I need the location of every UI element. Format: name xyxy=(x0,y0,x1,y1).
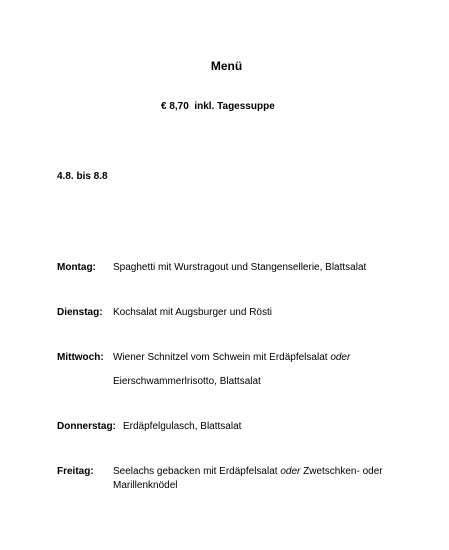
dish-text-segment: Zwetschken- oder xyxy=(300,466,383,477)
dish-text xyxy=(113,261,433,275)
dish-text-segment: Erdäpfelgulasch, Blattsalat xyxy=(123,421,242,432)
dish-line xyxy=(113,306,433,320)
day-label: Dienstag: xyxy=(57,307,103,318)
dish-text-segment: Kochsalat mit Augsburger und Rösti xyxy=(113,307,272,318)
day-label: Donnerstag: xyxy=(57,421,116,432)
dish-text-segment: Wiener Schnitzel vom Schwein mit Erdäpfelsalat xyxy=(113,352,331,363)
dish-text xyxy=(113,351,433,389)
price-line: € 8,70 inkl. Tagessuppe xyxy=(161,101,275,112)
day-label: Mittwoch: xyxy=(57,352,104,363)
dish-line xyxy=(113,465,433,479)
dish-text-segment: Marillenknödel xyxy=(113,480,178,491)
dish-line xyxy=(113,261,433,275)
dish-line xyxy=(113,375,433,389)
dish-line xyxy=(113,479,433,493)
day-label: Montag: xyxy=(57,262,96,273)
date-range: 4.8. bis 8.8 xyxy=(57,171,108,182)
day-label: Freitag: xyxy=(57,466,94,477)
dish-text-segment: Seelachs gebacken mit Erdäpfelsalat xyxy=(113,466,281,477)
dish-text-italic: oder xyxy=(280,466,301,477)
dish-text xyxy=(113,306,433,320)
dish-text xyxy=(113,465,433,493)
dish-line xyxy=(123,420,443,434)
dish-text-segment: Spaghetti mit Wurstragout und Stangensellerie, Blattsalat xyxy=(113,262,367,273)
page-title: Menü xyxy=(210,59,243,73)
dish-text-segment: Eierschwammerlrisotto, Blattsalat xyxy=(113,376,261,387)
dish-text xyxy=(123,420,443,434)
dish-text-italic: oder xyxy=(330,352,351,363)
dish-line xyxy=(113,351,433,365)
